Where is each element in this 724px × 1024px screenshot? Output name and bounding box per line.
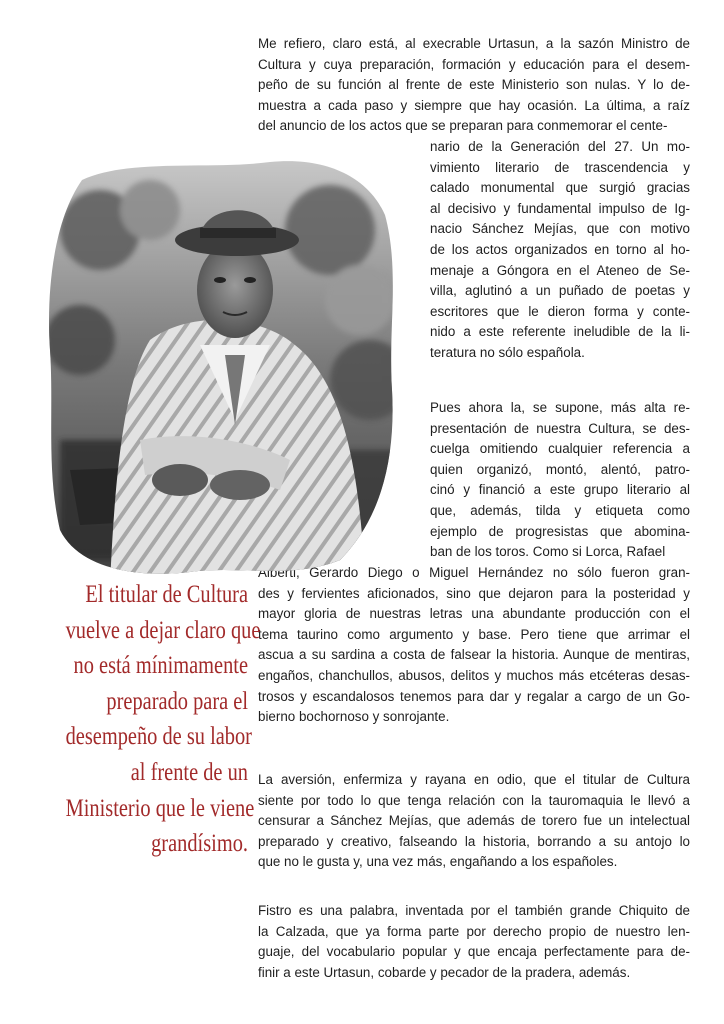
article-paragraph-2-continued [258, 563, 690, 728]
article-paragraph-2 [430, 398, 690, 563]
paragraph-2b-line: engaños, chanchullos, abusos, delitos y muchos más etcéteras desas- [258, 667, 690, 683]
paragraph-1-line: muestra a cada paso y siempre que hay ocasión. La última, a raíz [258, 97, 690, 113]
portrait-photo-image [40, 140, 410, 585]
pull-quote-line: grandísimo. [151, 828, 248, 858]
paragraph-1b-line: al decisivo y fundamental impulso de Ig- [430, 200, 690, 216]
paragraph-2-line: presentación de nuestra Cultura, se des- [430, 420, 690, 436]
paragraph-1-line: Cultura y cuya preparación, formación y educación para el desem- [258, 56, 690, 72]
article-paragraph-1-intro [258, 34, 690, 137]
article-paragraph-4 [258, 901, 690, 983]
paragraph-2b-line: trosos y escandalosos tenemos para dar y regalar a cargo de un Go- [258, 688, 690, 704]
paragraph-1b-line: villa, aglutinó a un puñado de poetas y [430, 283, 690, 299]
paragraph-3-line: preparado y creativo, falseando la historia, borrando a su antojo lo [258, 833, 690, 849]
pull-quote-line: preparado para el [106, 685, 248, 715]
paragraph-2-line: quien organizó, montó, alentó, patro- [430, 461, 690, 477]
paragraph-4-line: guaje, del vocabulario popular y que encaja perfectamente para de- [258, 944, 690, 960]
paragraph-1b-line: menaje a Góngora en el Ateneo de Se- [430, 262, 690, 278]
paragraph-1-line: peño de su función al frente de este Ministerio son nulas. Y lo de- [258, 77, 690, 93]
paragraph-2b-line: tema taurino como argumento y base. Pero tiene que arrimar el [258, 626, 690, 642]
paragraph-1-line: Me refiero, claro está, al execrable Urtasun, a la sazón Ministro de [258, 36, 690, 51]
paragraph-4-line: la Calzada, que ya forma parte por derecho propio de nuestro len- [258, 923, 690, 939]
paragraph-2b-line: ascua a su sardina a costa de falsear la historia. Aunque de mentiras, [258, 647, 690, 663]
paragraph-2b-line: des y fervientes aficionados, sino que dejaron para la posteridad y [258, 585, 690, 601]
pull-quote-line: vuelve a dejar claro que [65, 614, 261, 644]
paragraph-1b-line: nido a este referente ineludible de la li- [430, 324, 690, 340]
paragraph-3-line: La aversión, enfermiza y rayana en odio, que el titular de Cultura [258, 772, 690, 787]
paragraph-1b-line: calado monumental que surgió gracias [430, 180, 690, 196]
paragraph-3-line: siente por todo lo que tenga relación con la tauromaquia le llevó a [258, 792, 690, 808]
paragraph-4-line: Fistro es una palabra, inventada por el también grande Chiquito de [258, 903, 690, 918]
paragraph-2-line: Pues ahora la, se supone, más alta re- [430, 400, 690, 415]
paragraph-2b-line: mayor gloria de nuestras letras una abundante producción con el [258, 606, 690, 622]
paragraph-1b-line: vimiento literario de trascendencia y [430, 159, 690, 175]
article-paragraph-3 [258, 770, 690, 873]
pull-quote-line: no está mínimamente [73, 650, 249, 680]
paragraph-1b-line: teratura no sólo española. [430, 344, 585, 360]
paragraph-1b-line: nacio Sánchez Mejías, que con motivo [430, 221, 690, 237]
article-paragraph-1-continued [430, 137, 690, 364]
pull-quote [65, 576, 261, 861]
pull-quote-line: El titular de Cultura [85, 579, 248, 608]
paragraph-2b-line: bierno bochornoso y sonrojante. [258, 709, 450, 725]
paragraph-1b-line: nario de la Generación del 27. Un mo- [430, 139, 690, 154]
paragraph-1b-line: escritores que le dieron forma y conte- [430, 303, 690, 319]
paragraph-2-line: cinó y financió a este grupo literario al [430, 482, 690, 498]
portrait-photo [40, 140, 410, 585]
paragraph-2-line: ban de los toros. Como si Lorca, Rafael [430, 544, 666, 560]
paragraph-1b-line: de los actos organizados en torno al ho- [430, 241, 690, 257]
paragraph-3-line: que no le gusta y, una vez más, engañando a los españoles. [258, 854, 618, 870]
pull-quote-line: Ministerio que le viene [65, 792, 255, 822]
paragraph-2-line: que, además, tilda y etiqueta como [430, 502, 690, 518]
paragraph-2-line: cuelga omitiendo cualquier referencia a [430, 441, 690, 457]
pull-quote-line: desempeño de su labor [65, 721, 252, 751]
paragraph-1-line: del anuncio de los actos que se preparan para conmemorar el cente- [258, 118, 668, 134]
paragraph-3-line: censurar a Sánchez Mejías, que además de torero fue un intelectual [258, 813, 690, 829]
pull-quote-line: al frente de un [130, 756, 248, 786]
paragraph-4-line: finir a este Urtasun, cobarde y pecador de la pradera, además. [258, 964, 631, 980]
paragraph-2b-line: Alberti, Gerardo Diego o Miguel Hernández no sólo fueron gran- [258, 565, 690, 580]
paragraph-2-line: ejemplo de progresistas que abomina- [430, 523, 690, 539]
